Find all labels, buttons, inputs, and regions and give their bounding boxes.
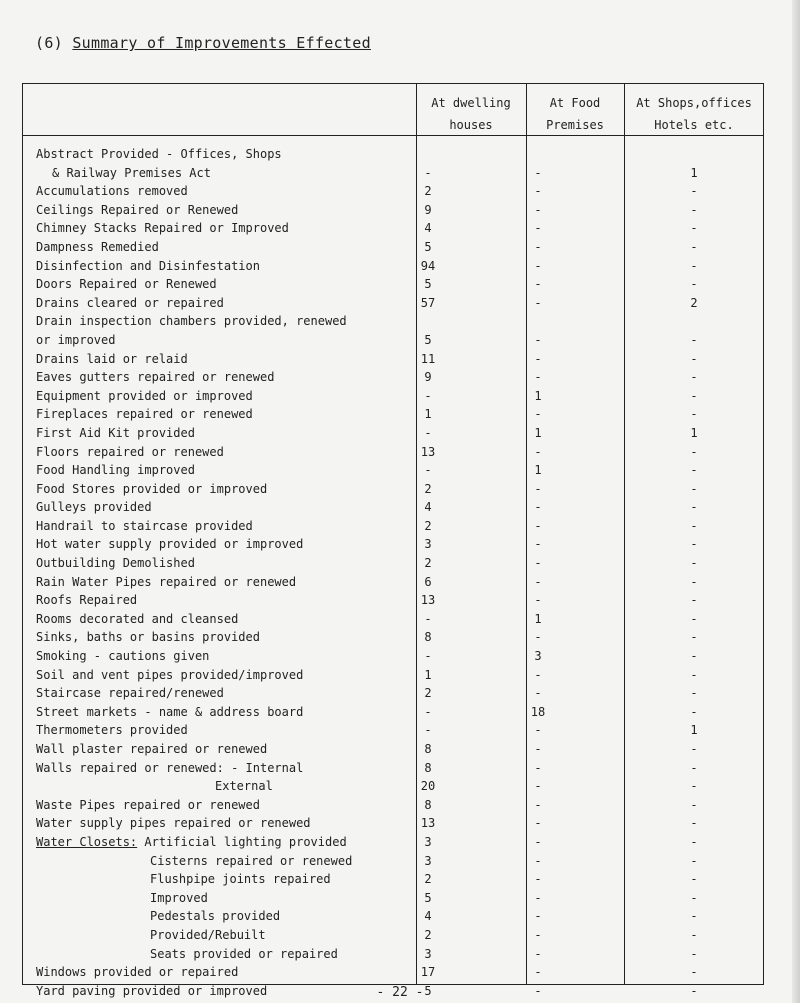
table-row — [0, 777, 800, 796]
food-premises-value: - — [534, 909, 542, 924]
dwelling-value: 9 — [424, 202, 432, 217]
row-label: Water supply pipes repaired or renewed — [36, 816, 311, 831]
shops-value: - — [690, 630, 698, 645]
shops-value: - — [690, 704, 698, 719]
table-row — [0, 201, 800, 220]
table-row — [0, 368, 800, 387]
table-row — [0, 145, 800, 164]
dwelling-value: 13 — [420, 593, 436, 608]
shops-value: - — [690, 574, 698, 589]
food-premises-value: - — [534, 760, 542, 775]
dwelling-value: 2 — [424, 872, 432, 887]
row-label: Roofs Repaired — [36, 593, 138, 608]
dwelling-value: 4 — [424, 909, 432, 924]
food-premises-value: - — [534, 556, 542, 571]
shops-value: - — [690, 184, 698, 199]
food-premises-value: - — [534, 686, 542, 701]
table-row — [0, 852, 800, 871]
table-row — [0, 219, 800, 238]
table-row — [0, 517, 800, 536]
table-row — [0, 238, 800, 257]
row-label: Walls repaired or renewed: - Internal — [36, 760, 304, 775]
shops-value: - — [690, 463, 698, 478]
table-row — [0, 796, 800, 815]
table-row — [0, 573, 800, 592]
dwelling-value: 3 — [424, 834, 432, 849]
food-premises-value: - — [534, 295, 542, 310]
dwelling-value: 8 — [424, 630, 432, 645]
table-row — [0, 164, 800, 183]
row-label: Water Closets: Artificial lighting provided — [36, 834, 347, 849]
food-premises-value: 1 — [534, 611, 542, 626]
dwelling-value: 2 — [424, 518, 432, 533]
dwelling-value: 8 — [424, 760, 432, 775]
row-label: Accumulations removed — [36, 184, 188, 199]
shops-value: - — [690, 667, 698, 682]
food-premises-value: 3 — [534, 649, 542, 664]
row-label: Smoking - cautions given — [36, 649, 210, 664]
table-row — [0, 721, 800, 740]
food-premises-value: - — [534, 407, 542, 422]
dwelling-value: 4 — [424, 221, 432, 236]
dwelling-value: 2 — [424, 556, 432, 571]
food-premises-value: - — [534, 723, 542, 738]
food-premises-value: - — [534, 202, 542, 217]
food-premises-value: - — [534, 370, 542, 385]
food-premises-value: - — [534, 872, 542, 887]
shops-value: - — [690, 742, 698, 756]
row-label: Food Handling improved — [36, 463, 195, 478]
food-premises-value: - — [534, 277, 542, 292]
row-label: Yard paving provided or improved — [36, 983, 268, 998]
dwelling-value: - — [424, 388, 432, 403]
row-label: Outbuilding Demolished — [36, 556, 195, 571]
row-label: Rooms decorated and cleansed — [36, 611, 239, 626]
shops-value: - — [690, 221, 698, 236]
dwelling-value: - — [424, 611, 432, 626]
row-label: Chimney Stacks Repaired or Improved — [36, 221, 289, 236]
dwelling-value: 2 — [424, 481, 432, 496]
shops-value: - — [690, 965, 698, 980]
row-label: Dampness Remedied — [36, 239, 159, 254]
dwelling-value: 6 — [424, 574, 432, 589]
dwelling-value: 3 — [424, 853, 432, 868]
table-row — [0, 331, 800, 350]
dwelling-value: 2 — [424, 927, 432, 942]
column-header-line: Hotels etc. — [654, 118, 734, 132]
row-label: Sinks, baths or basins provided — [36, 630, 260, 645]
row-label: Drain inspection chambers provided, renewed — [36, 314, 347, 329]
column-header-line: houses — [449, 118, 493, 132]
food-premises-value: - — [534, 184, 542, 199]
dwelling-value: 4 — [424, 500, 432, 515]
food-premises-value: - — [534, 816, 542, 831]
dwelling-value: 5 — [424, 332, 432, 347]
dwelling-value: 13 — [420, 816, 436, 831]
table-row — [0, 480, 800, 499]
shops-value: - — [690, 686, 698, 701]
table-row — [0, 554, 800, 573]
food-premises-value: - — [534, 574, 542, 589]
dwelling-value: 1 — [424, 407, 432, 422]
shops-value: - — [690, 277, 698, 292]
shops-value: - — [690, 649, 698, 664]
shops-value: - — [690, 853, 698, 868]
shops-value: - — [690, 797, 698, 812]
table-row — [0, 907, 800, 926]
dwelling-value: - — [424, 649, 432, 664]
row-label: Windows provided or repaired — [36, 965, 239, 980]
shops-value: - — [690, 258, 698, 273]
row-label: Disinfection and Disinfestation — [36, 258, 260, 273]
shops-value: - — [690, 537, 698, 552]
column-header-line: At Food — [549, 96, 601, 110]
row-label: Drains laid or relaid — [36, 351, 188, 366]
row-label: Staircase repaired/renewed — [36, 686, 224, 701]
row-label: Fireplaces repaired or renewed — [36, 407, 253, 422]
row-label: Soil and vent pipes provided/improved — [36, 667, 304, 682]
shops-value: - — [690, 611, 698, 626]
shops-value: - — [690, 518, 698, 533]
table-row — [0, 405, 800, 424]
food-premises-value: - — [534, 537, 542, 552]
shops-value: - — [690, 388, 698, 403]
table-row — [0, 870, 800, 889]
food-premises-value: - — [534, 927, 542, 942]
food-premises-value: - — [534, 221, 542, 236]
dwelling-value: 9 — [424, 370, 432, 385]
shops-value: - — [690, 593, 698, 608]
food-premises-value: 1 — [534, 425, 542, 440]
table-row — [0, 889, 800, 908]
food-premises-value: - — [534, 518, 542, 533]
table-row — [0, 312, 800, 331]
food-premises-value: 18 — [530, 704, 546, 719]
row-label: Provided/Rebuilt — [150, 927, 266, 942]
table-row — [0, 424, 800, 443]
dwelling-value: - — [424, 723, 432, 738]
improvements-table-body — [0, 145, 800, 1000]
column-header-dwelling — [416, 92, 526, 136]
row-label: Handrail to staircase provided — [36, 518, 253, 533]
shops-value: - — [690, 983, 698, 998]
table-row — [0, 833, 800, 852]
shops-value: - — [690, 351, 698, 366]
dwelling-value: 11 — [420, 351, 436, 366]
shops-value: - — [690, 834, 698, 849]
table-row — [0, 945, 800, 964]
shops-value: - — [690, 444, 698, 459]
shops-value: - — [690, 890, 698, 905]
dwelling-value: - — [424, 425, 432, 440]
food-premises-value: 1 — [534, 463, 542, 478]
shops-value: - — [690, 872, 698, 887]
dwelling-value: 13 — [420, 444, 436, 459]
table-row — [0, 666, 800, 685]
shops-value: - — [690, 481, 698, 496]
shops-value: - — [690, 779, 698, 794]
dwelling-value: 5 — [424, 890, 432, 905]
table-row — [0, 684, 800, 703]
row-label: Food Stores provided or improved — [36, 481, 268, 496]
table-row — [0, 257, 800, 276]
row-label: Wall plaster repaired or renewed — [36, 742, 268, 756]
shops-value: - — [690, 500, 698, 515]
shops-value: - — [690, 556, 698, 571]
food-premises-value: - — [534, 444, 542, 459]
shops-value: 1 — [690, 165, 698, 180]
dwelling-value: 8 — [424, 742, 432, 756]
table-row — [0, 294, 800, 313]
shops-value: - — [690, 946, 698, 961]
shops-value: 1 — [690, 425, 698, 440]
dwelling-value: 57 — [420, 295, 436, 310]
food-premises-value: 1 — [534, 388, 542, 403]
row-label: Equipment provided or improved — [36, 388, 253, 403]
food-premises-value: - — [534, 965, 542, 980]
table-row — [0, 535, 800, 554]
dwelling-value: 94 — [420, 258, 436, 273]
page-number: - 22 - — [376, 985, 424, 1000]
food-premises-value: - — [534, 351, 542, 366]
column-header-food — [526, 92, 624, 136]
table-row — [0, 647, 800, 666]
row-label: & Railway Premises Act — [52, 165, 211, 180]
column-header-line: Premises — [546, 118, 604, 132]
food-premises-value: - — [534, 332, 542, 347]
dwelling-value: 1 — [424, 667, 432, 682]
column-header-shops — [624, 92, 764, 136]
shops-value: - — [690, 370, 698, 385]
table-row — [0, 814, 800, 833]
food-premises-value: - — [534, 946, 542, 961]
shops-value: - — [690, 239, 698, 254]
dwelling-value: - — [424, 165, 432, 180]
food-premises-value: - — [534, 481, 542, 496]
row-label: Drains cleared or repaired — [36, 295, 224, 310]
row-label: or improved — [36, 332, 116, 347]
food-premises-value: - — [534, 779, 542, 794]
shops-value: - — [690, 909, 698, 924]
row-label: Pedestals provided — [150, 909, 281, 924]
table-row — [0, 963, 800, 982]
table-row — [0, 759, 800, 778]
row-label: Eaves gutters repaired or renewed — [36, 370, 275, 385]
column-header-line: At Shops,offices — [636, 96, 752, 110]
food-premises-value: - — [534, 983, 542, 998]
row-label: External — [215, 779, 273, 794]
row-label: Thermometers provided — [36, 723, 188, 738]
table-row — [0, 610, 800, 629]
food-premises-value: - — [534, 797, 542, 812]
row-label: Hot water supply provided or improved — [36, 537, 304, 552]
food-premises-value: - — [534, 890, 542, 905]
table-row — [0, 182, 800, 201]
section-heading — [35, 34, 371, 52]
table-row — [0, 275, 800, 294]
row-label: Cisterns repaired or renewed — [150, 853, 353, 868]
section-title: Summary of Improvements Effected — [72, 34, 371, 52]
shops-value: - — [690, 332, 698, 347]
shops-value: - — [690, 927, 698, 942]
table-row — [0, 740, 800, 759]
food-premises-value: - — [534, 258, 542, 273]
table-row — [0, 926, 800, 945]
row-label: Doors Repaired or Renewed — [36, 277, 217, 292]
row-label: Improved — [150, 890, 208, 905]
row-label: Ceilings Repaired or Renewed — [36, 202, 239, 217]
row-label: Waste Pipes repaired or renewed — [36, 797, 260, 812]
table-row — [0, 461, 800, 480]
dwelling-value: 17 — [420, 965, 436, 980]
food-premises-value: - — [534, 165, 542, 180]
row-label: First Aid Kit provided — [36, 425, 195, 440]
dwelling-value: - — [424, 463, 432, 478]
dwelling-value: 5 — [424, 277, 432, 292]
column-header-line: At dwelling — [431, 96, 511, 110]
food-premises-value: - — [534, 742, 542, 756]
shops-value: - — [690, 202, 698, 217]
table-row — [0, 443, 800, 462]
table-row — [0, 387, 800, 406]
section-number: (6) — [35, 34, 63, 52]
dwelling-value: - — [424, 704, 432, 719]
table-row — [0, 591, 800, 610]
row-label: Street markets - name & address board — [36, 704, 304, 719]
food-premises-value: - — [534, 834, 542, 849]
row-label: Floors repaired or renewed — [36, 444, 224, 459]
row-label: Gulleys provided — [36, 500, 152, 515]
row-label: Seats provided or repaired — [150, 946, 338, 961]
table-row — [0, 628, 800, 647]
food-premises-value: - — [534, 500, 542, 515]
dwelling-value: 5 — [424, 239, 432, 254]
row-label: Abstract Provided - Offices, Shops — [36, 147, 282, 161]
row-label: Rain Water Pipes repaired or renewed — [36, 574, 297, 589]
shops-value: - — [690, 407, 698, 422]
food-premises-value: - — [534, 593, 542, 608]
row-label: Flushpipe joints repaired — [150, 872, 331, 887]
shops-value: 1 — [690, 723, 698, 738]
table-row — [0, 350, 800, 369]
shops-value: - — [690, 816, 698, 831]
food-premises-value: - — [534, 630, 542, 645]
dwelling-value: 2 — [424, 184, 432, 199]
table-row — [0, 703, 800, 722]
shops-value: - — [690, 760, 698, 775]
food-premises-value: - — [534, 239, 542, 254]
dwelling-value: 8 — [424, 797, 432, 812]
dwelling-value: 3 — [424, 537, 432, 552]
dwelling-value: 2 — [424, 686, 432, 701]
food-premises-value: - — [534, 853, 542, 868]
dwelling-value: 3 — [424, 946, 432, 961]
dwelling-value: 20 — [420, 779, 436, 794]
shops-value: 2 — [690, 295, 698, 310]
food-premises-value: - — [534, 667, 542, 682]
table-row — [0, 498, 800, 517]
dwelling-value: 5 — [424, 983, 432, 998]
